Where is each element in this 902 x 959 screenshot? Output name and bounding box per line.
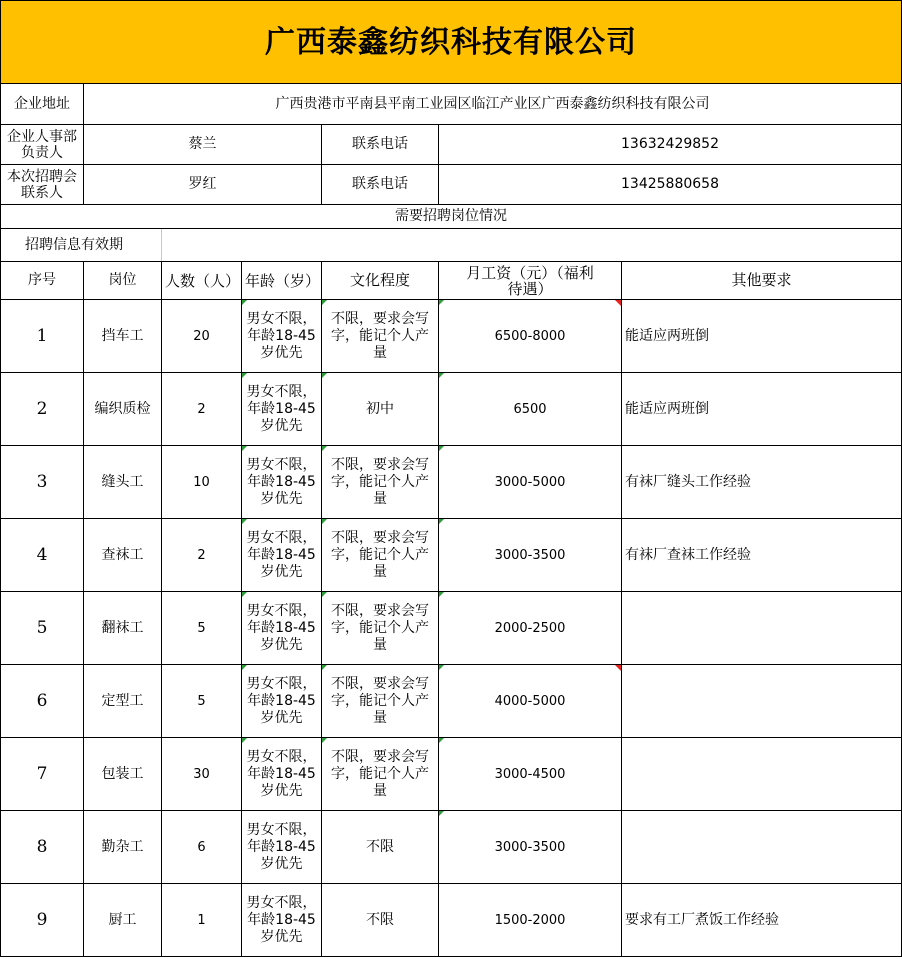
row-position: 厨工 (84, 884, 162, 957)
row-age: 男女不限，年龄18-45岁优先 (242, 373, 322, 446)
address-label: 企业地址 (1, 84, 84, 125)
contact-phone-label: 联系电话 (322, 165, 439, 205)
row-salary: 6500 (439, 373, 622, 446)
row-education: 不限 (322, 884, 439, 957)
row-age: 男女不限，年龄18-45岁优先 (242, 811, 322, 884)
row-seq: 5 (1, 592, 84, 665)
header-age: 年龄（岁） (242, 262, 322, 300)
row-count: 30 (162, 738, 242, 811)
row-count: 2 (162, 519, 242, 592)
row-other: 要求有工厂煮饭工作经验 (622, 884, 902, 957)
row-count: 10 (162, 446, 242, 519)
row-position: 翻袜工 (84, 592, 162, 665)
table-row (1, 811, 902, 884)
row-salary: 3000-4500 (439, 738, 622, 811)
row-seq: 6 (1, 665, 84, 738)
header-count: 人数（人） (162, 262, 242, 300)
header-other: 其他要求 (622, 262, 902, 300)
row-salary: 2000-2500 (439, 592, 622, 665)
section-title: 需要招聘岗位情况 (1, 205, 902, 229)
row-position: 勤杂工 (84, 811, 162, 884)
row-position: 缝头工 (84, 446, 162, 519)
row-education: 不限 (322, 811, 439, 884)
row-count: 5 (162, 665, 242, 738)
row-age: 男女不限，年龄18-45岁优先 (242, 592, 322, 665)
contact-label: 本次招聘会联系人 (1, 165, 84, 205)
row-education: 不限，要求会写字，能记个人产量 (322, 519, 439, 592)
row-seq: 4 (1, 519, 84, 592)
row-salary: 3000-3500 (439, 811, 622, 884)
row-position: 包装工 (84, 738, 162, 811)
address-value: 广西贵港市平南县平南工业园区临江产业区广西泰鑫纺织科技有限公司 (84, 84, 902, 125)
row-education: 不限，要求会写字，能记个人产量 (322, 738, 439, 811)
hr-name: 蔡兰 (84, 125, 322, 165)
row-position: 定型工 (84, 665, 162, 738)
row-position: 挡车工 (84, 300, 162, 373)
table-row (1, 884, 902, 957)
hr-phone-label: 联系电话 (322, 125, 439, 165)
row-other: 能适应两班倒 (622, 373, 902, 446)
row-salary: 6500-8000 (439, 300, 622, 373)
row-other: 能适应两班倒 (622, 300, 902, 373)
row-seq: 8 (1, 811, 84, 884)
row-other (622, 738, 902, 811)
header-position: 岗位 (84, 262, 162, 300)
row-seq: 3 (1, 446, 84, 519)
row-age: 男女不限，年龄18-45岁优先 (242, 300, 322, 373)
row-count: 6 (162, 811, 242, 884)
hr-label: 企业人事部负责人 (1, 125, 84, 165)
row-seq: 1 (1, 300, 84, 373)
row-count: 1 (162, 884, 242, 957)
row-other (622, 592, 902, 665)
row-seq: 7 (1, 738, 84, 811)
header-seq: 序号 (1, 262, 84, 300)
hr-phone: 13632429852 (439, 125, 902, 165)
row-salary: 3000-5000 (439, 446, 622, 519)
row-age: 男女不限，年龄18-45岁优先 (242, 738, 322, 811)
company-title: 广西泰鑫纺织科技有限公司 (1, 1, 902, 84)
header-salary: 月工资（元）（福利待遇） (439, 262, 622, 300)
row-position: 查袜工 (84, 519, 162, 592)
row-age: 男女不限，年龄18-45岁优先 (242, 665, 322, 738)
table-row (1, 592, 902, 665)
row-education: 初中 (322, 373, 439, 446)
row-age: 男女不限，年龄18-45岁优先 (242, 519, 322, 592)
row-salary: 4000-5000 (439, 665, 622, 738)
row-salary: 3000-3500 (439, 519, 622, 592)
row-other (622, 811, 902, 884)
table-row (1, 300, 902, 373)
row-education: 不限，要求会写字，能记个人产量 (322, 665, 439, 738)
row-age: 男女不限，年龄18-45岁优先 (242, 884, 322, 957)
table-row (1, 738, 902, 811)
row-count: 2 (162, 373, 242, 446)
row-education: 不限，要求会写字，能记个人产量 (322, 300, 439, 373)
validity-label: 招聘信息有效期 (1, 229, 162, 262)
table-row (1, 446, 902, 519)
row-education: 不限，要求会写字，能记个人产量 (322, 446, 439, 519)
table-row (1, 519, 902, 592)
table-row (1, 373, 902, 446)
validity-value (162, 229, 902, 262)
row-other: 有袜厂查袜工作经验 (622, 519, 902, 592)
row-salary: 1500-2000 (439, 884, 622, 957)
contact-name: 罗红 (84, 165, 322, 205)
row-other (622, 665, 902, 738)
row-seq: 9 (1, 884, 84, 957)
row-seq: 2 (1, 373, 84, 446)
table-row (1, 665, 902, 738)
contact-phone: 13425880658 (439, 165, 902, 205)
row-age: 男女不限，年龄18-45岁优先 (242, 446, 322, 519)
row-count: 20 (162, 300, 242, 373)
row-count: 5 (162, 592, 242, 665)
row-other: 有袜厂缝头工作经验 (622, 446, 902, 519)
row-education: 不限，要求会写字，能记个人产量 (322, 592, 439, 665)
row-position: 编织质检 (84, 373, 162, 446)
header-education: 文化程度 (322, 262, 439, 300)
